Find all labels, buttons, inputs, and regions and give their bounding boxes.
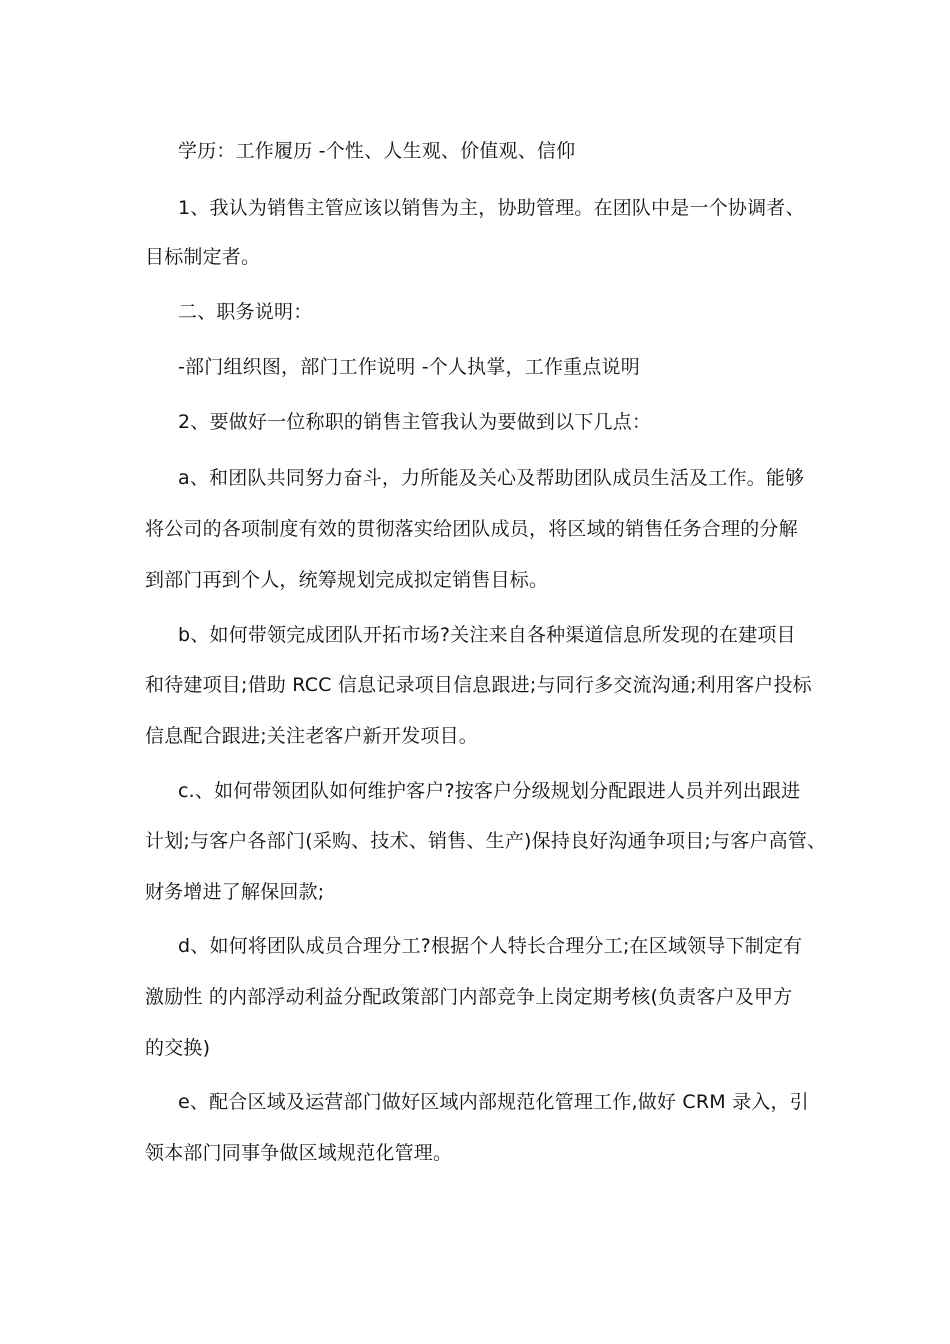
paragraph-org-chart: -部门组织图，部门工作说明 -个人执掌，工作重点说明 [178, 356, 640, 378]
paragraph-2: 2、要做好一位称职的销售主管我认为要做到以下几点： [178, 411, 652, 433]
paragraph-e-line-2: 领本部门同事争做区域规范化管理。 [145, 1142, 453, 1164]
heading-job-description: 二、职务说明： [178, 301, 313, 323]
paragraph-education: 学历：工作履历 -个性、人生观、价值观、信仰 [178, 140, 576, 162]
paragraph-c-line-3: 财务增进了解保回款; [145, 881, 325, 903]
paragraph-a-line-2: 将公司的各项制度有效的贯彻落实给团队成员，将区域的销售任务合理的分解 [145, 518, 798, 540]
paragraph-b-line-3: 信息配合跟进;关注老客户新开发项目。 [145, 725, 479, 747]
paragraph-b-line-1: b、如何带领完成团队开拓市场?关注来自各种渠道信息所发现的在建项目 [178, 624, 796, 646]
paragraph-b-line-2: 和待建项目;借助 RCC 信息记录项目信息跟进;与同行多交流沟通;利用客户投标 [145, 674, 812, 696]
paragraph-1-line-1: 1、我认为销售主管应该以销售为主，协助管理。在团队中是一个协调者、 [178, 197, 805, 219]
paragraph-a-line-3: 到部门再到个人，统筹规划完成拟定销售目标。 [145, 569, 549, 591]
paragraph-a-line-1: a、和团队共同努力奋斗，力所能及关心及帮助团队成员生活及工作。能够 [178, 467, 805, 489]
paragraph-c-line-2: 计划;与客户各部门(采购、技术、销售、生产)保持良好沟通争项目;与客户高管、 [145, 830, 827, 852]
paragraph-1-line-2: 目标制定者。 [145, 246, 261, 268]
paragraph-d-line-1: d、如何将团队成员合理分工?根据个人特长合理分工;在区域领导下制定有 [178, 935, 803, 957]
paragraph-d-line-2: 激励性 的内部浮动利益分配政策部门内部竞争上岗定期考核(负责客户及甲方 [145, 986, 793, 1008]
paragraph-e-line-1: e、配合区域及运营部门做好区域内部规范化管理工作,做好 CRM 录入，引 [178, 1091, 809, 1113]
paragraph-c-line-1: c.、如何带领团队如何维护客户?按客户分级规划分配跟进人员并列出跟进 [178, 780, 801, 802]
paragraph-d-line-3: 的交换) [145, 1037, 211, 1059]
